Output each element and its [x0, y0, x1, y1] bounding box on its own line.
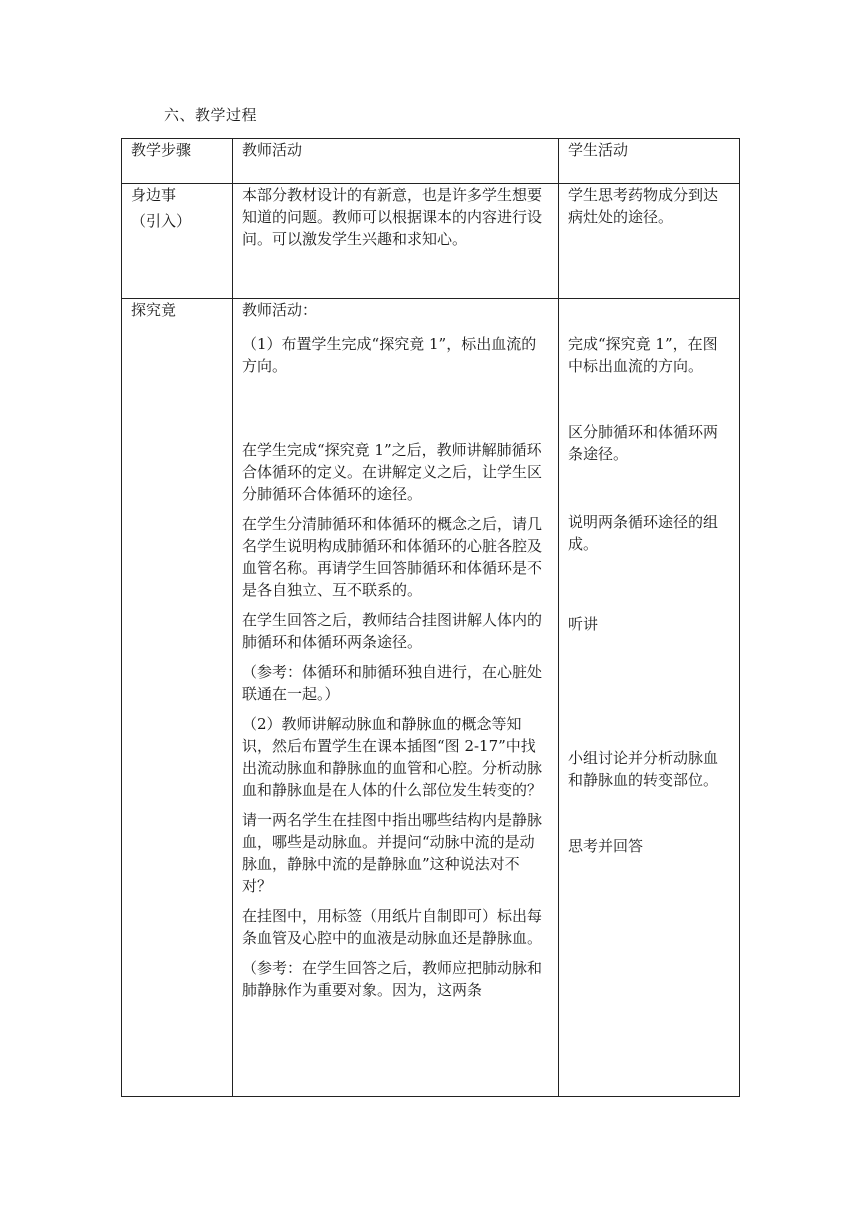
table-row	[122, 299, 740, 1097]
teacher-paragraph: 在挂图中，用标签（用纸片自制即可）标出每条血管及心腔中的血液是动脉血还是静脉血。	[242, 907, 543, 947]
teacher-activity-text: 本部分教材设计的有新意，也是许多学生想要知道的问题。教师可以根据课本的内容进行设问。可以激发学生兴趣和求知心。	[242, 186, 543, 248]
student-activity-text: 学生思考药物成分到达病灶处的途径。	[568, 186, 719, 226]
header-step: 教学步骤	[122, 139, 233, 184]
teacher-paragraph: 在学生回答之后，教师结合挂图讲解人体内的肺循环和体循环两条途径。	[242, 611, 543, 651]
section-title: 六、教学过程	[164, 106, 258, 124]
header-student-activity: 学生活动	[559, 139, 740, 184]
teaching-process-table	[121, 138, 740, 1097]
student-paragraph: 完成“探究竟 1”，在图中标出血流的方向。	[568, 335, 718, 375]
teacher-paragraph: （1）布置学生完成“探究竟 1”，标出血流的方向。	[242, 335, 537, 375]
student-paragraph: 小组讨论并分析动脉血和静脉血的转变部位。	[568, 749, 719, 789]
student-paragraph: 听讲	[568, 615, 599, 633]
teacher-paragraph: （参考：体循环和肺循环独自进行，在心脏处联通在一起。）	[242, 663, 543, 703]
teacher-paragraph: 在学生完成“探究竟 1”之后，教师讲解肺循环合体循环的定义。在讲解定义之后，让学生区分肺循环合体循环的途径。	[242, 441, 543, 503]
step-cell	[122, 299, 233, 1097]
teacher-activity-cell	[233, 184, 559, 299]
step-name: 身边事	[131, 186, 177, 204]
step-cell	[122, 184, 233, 299]
student-activity-cell	[559, 299, 740, 1097]
teacher-paragraph: （参考：在学生回答之后，教师应把肺动脉和肺静脉作为重要对象。因为，这两条	[242, 959, 543, 999]
teacher-paragraph: 请一两名学生在挂图中指出哪些结构内是静脉血，哪些是动脉血。并提问“动脉中流的是动脉血，静脉中流的是静脉血”这种说法对不对？	[242, 811, 543, 895]
step-name: 探究竟	[131, 301, 177, 319]
teacher-paragraph: 在学生分清肺循环和体循环的概念之后，请几名学生说明构成肺循环和体循环的心脏各腔及血管名称。再请学生回答肺循环和体循环是不是各自独立、互不联系的。	[242, 515, 543, 599]
teacher-activity-cell	[233, 299, 559, 1097]
teacher-paragraph: 教师活动：	[242, 301, 318, 319]
student-paragraph: 区分肺循环和体循环两条途径。	[568, 423, 719, 463]
table-row	[122, 184, 740, 299]
student-activity-cell	[559, 184, 740, 299]
teacher-paragraph: （2）教师讲解动脉血和静脉血的概念等知识，然后布置学生在课本插图“图 2-17”中找出流动脉血和静脉血的血管和心腔。分析动脉血和静脉血是在人体的什么部位发生转变的？	[242, 715, 543, 799]
student-paragraph: 说明两条循环途径的组成。	[568, 513, 719, 553]
step-subtitle: （引入）	[131, 212, 192, 230]
header-teacher-activity: 教师活动	[233, 139, 559, 184]
student-paragraph: 思考并回答	[568, 837, 644, 855]
table-header-row	[122, 139, 740, 184]
